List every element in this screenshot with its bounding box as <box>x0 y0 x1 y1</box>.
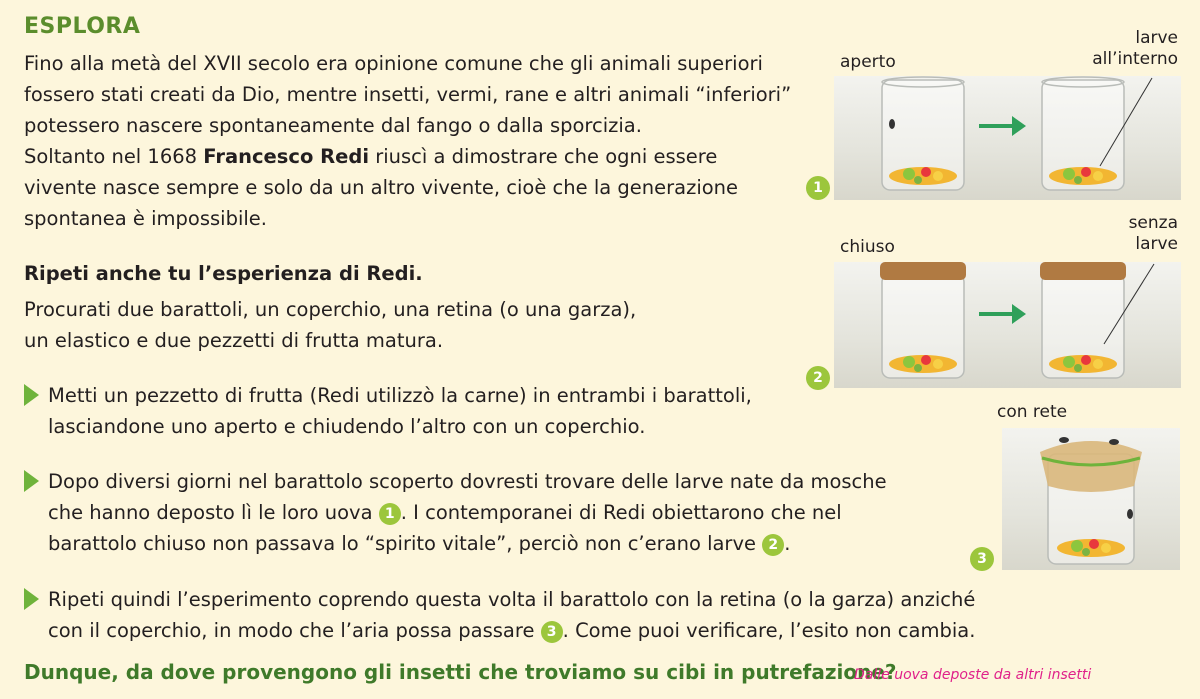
fly-icon <box>889 119 895 129</box>
redi-name: Francesco Redi <box>203 145 370 168</box>
figure-ref-2: 2 <box>762 534 784 556</box>
step-3 <box>24 584 975 646</box>
step-1 <box>24 380 752 442</box>
step-text: barattolo chiuso non passava lo “spirito vitale”, perciò non c’erano larve <box>48 532 763 555</box>
bullet-triangle-icon <box>24 470 39 492</box>
materials-paragraph <box>24 294 636 356</box>
label-open: aperto <box>840 52 896 72</box>
intro-text: Soltanto nel 1668 <box>24 145 204 168</box>
step-2 <box>24 466 887 559</box>
label-no-larvae <box>1129 213 1178 255</box>
bullet-triangle-icon <box>24 588 39 610</box>
step-text: Metti un pezzetto di frutta (Redi utilizzò la carne) in entrambi i barattoli, <box>48 384 752 407</box>
intro-line: fossero stati creati da Dio, mentre insetti, vermi, rane e altri animali “inferiori” <box>24 83 792 106</box>
figure-2-panel <box>834 262 1181 388</box>
section-title: ESPLORA <box>24 14 141 39</box>
fly-icon <box>1059 437 1069 443</box>
label-line: senza <box>1128 213 1178 233</box>
arrow-right-icon <box>979 304 1026 324</box>
figure-1-panel <box>834 76 1181 200</box>
label-with-net: con rete <box>997 402 1068 422</box>
intro-line: vivente nasce sempre e solo da un altro vivente, cioè che la generazione <box>24 176 739 199</box>
label-closed: chiuso <box>840 237 895 257</box>
label-line: larve <box>1135 28 1178 48</box>
figure-ref-3: 3 <box>541 621 563 643</box>
step-text: . I contemporanei di Redi obiettarono che nel <box>400 501 842 524</box>
label-line: larve <box>1135 234 1178 254</box>
fly-icon <box>1109 439 1119 445</box>
intro-line: potessero nascere spontaneamente dal fango o dalla sporcizia. <box>24 114 642 137</box>
open-jars-illustration <box>834 76 1181 200</box>
figure-ref-1: 1 <box>379 503 401 525</box>
step-text: . Come puoi verificare, l’esito non cambia. <box>562 619 976 642</box>
closing-question: Dunque, da dove provengono gli insetti che troviamo su cibi in putrefazione? <box>24 660 897 684</box>
arrow-right-icon <box>979 116 1026 136</box>
step-text: con il coperchio, in modo che l’aria possa passare <box>48 619 541 642</box>
intro-paragraph <box>24 48 791 234</box>
step-text: che hanno deposto lì le loro uova <box>48 501 379 524</box>
intro-line: Fino alla metà del XVII secolo era opinione comune che gli animali superiori <box>24 52 763 75</box>
net-covered-jar-illustration <box>1002 428 1180 570</box>
handwritten-answer: Dalle uova deposte da altri insetti <box>854 667 1092 683</box>
bullet-triangle-icon <box>24 384 39 406</box>
figure-badge-1: 1 <box>806 176 830 200</box>
intro-line <box>24 141 791 172</box>
label-line: all’interno <box>1092 49 1178 69</box>
figure-3-panel <box>1002 428 1180 570</box>
intro-line: spontanea è impossibile. <box>24 207 267 230</box>
step-text: . <box>784 532 791 555</box>
figure-badge-3: 3 <box>970 547 994 571</box>
fly-icon <box>1127 509 1133 519</box>
figure-badge-2: 2 <box>806 366 830 390</box>
step-text: lasciandone uno aperto e chiudendo l’altro con un coperchio. <box>48 415 646 438</box>
step-text: Ripeti quindi l’esperimento coprendo questa volta il barattolo con la retina (o la garza) anziché <box>48 588 976 611</box>
materials-line: un elastico e due pezzetti di frutta matura. <box>24 329 444 352</box>
closed-jars-illustration <box>834 262 1181 388</box>
intro-text: riuscì a dimostrare che ogni essere <box>369 145 718 168</box>
materials-line: Procurati due barattoli, un coperchio, una retina (o una garza), <box>24 298 637 321</box>
step-text: Dopo diversi giorni nel barattolo scoperto dovresti trovare delle larve nate da mosche <box>48 470 887 493</box>
label-larvae-inside <box>1092 28 1178 70</box>
experiment-heading: Ripeti anche tu l’esperienza di Redi. <box>24 262 423 285</box>
